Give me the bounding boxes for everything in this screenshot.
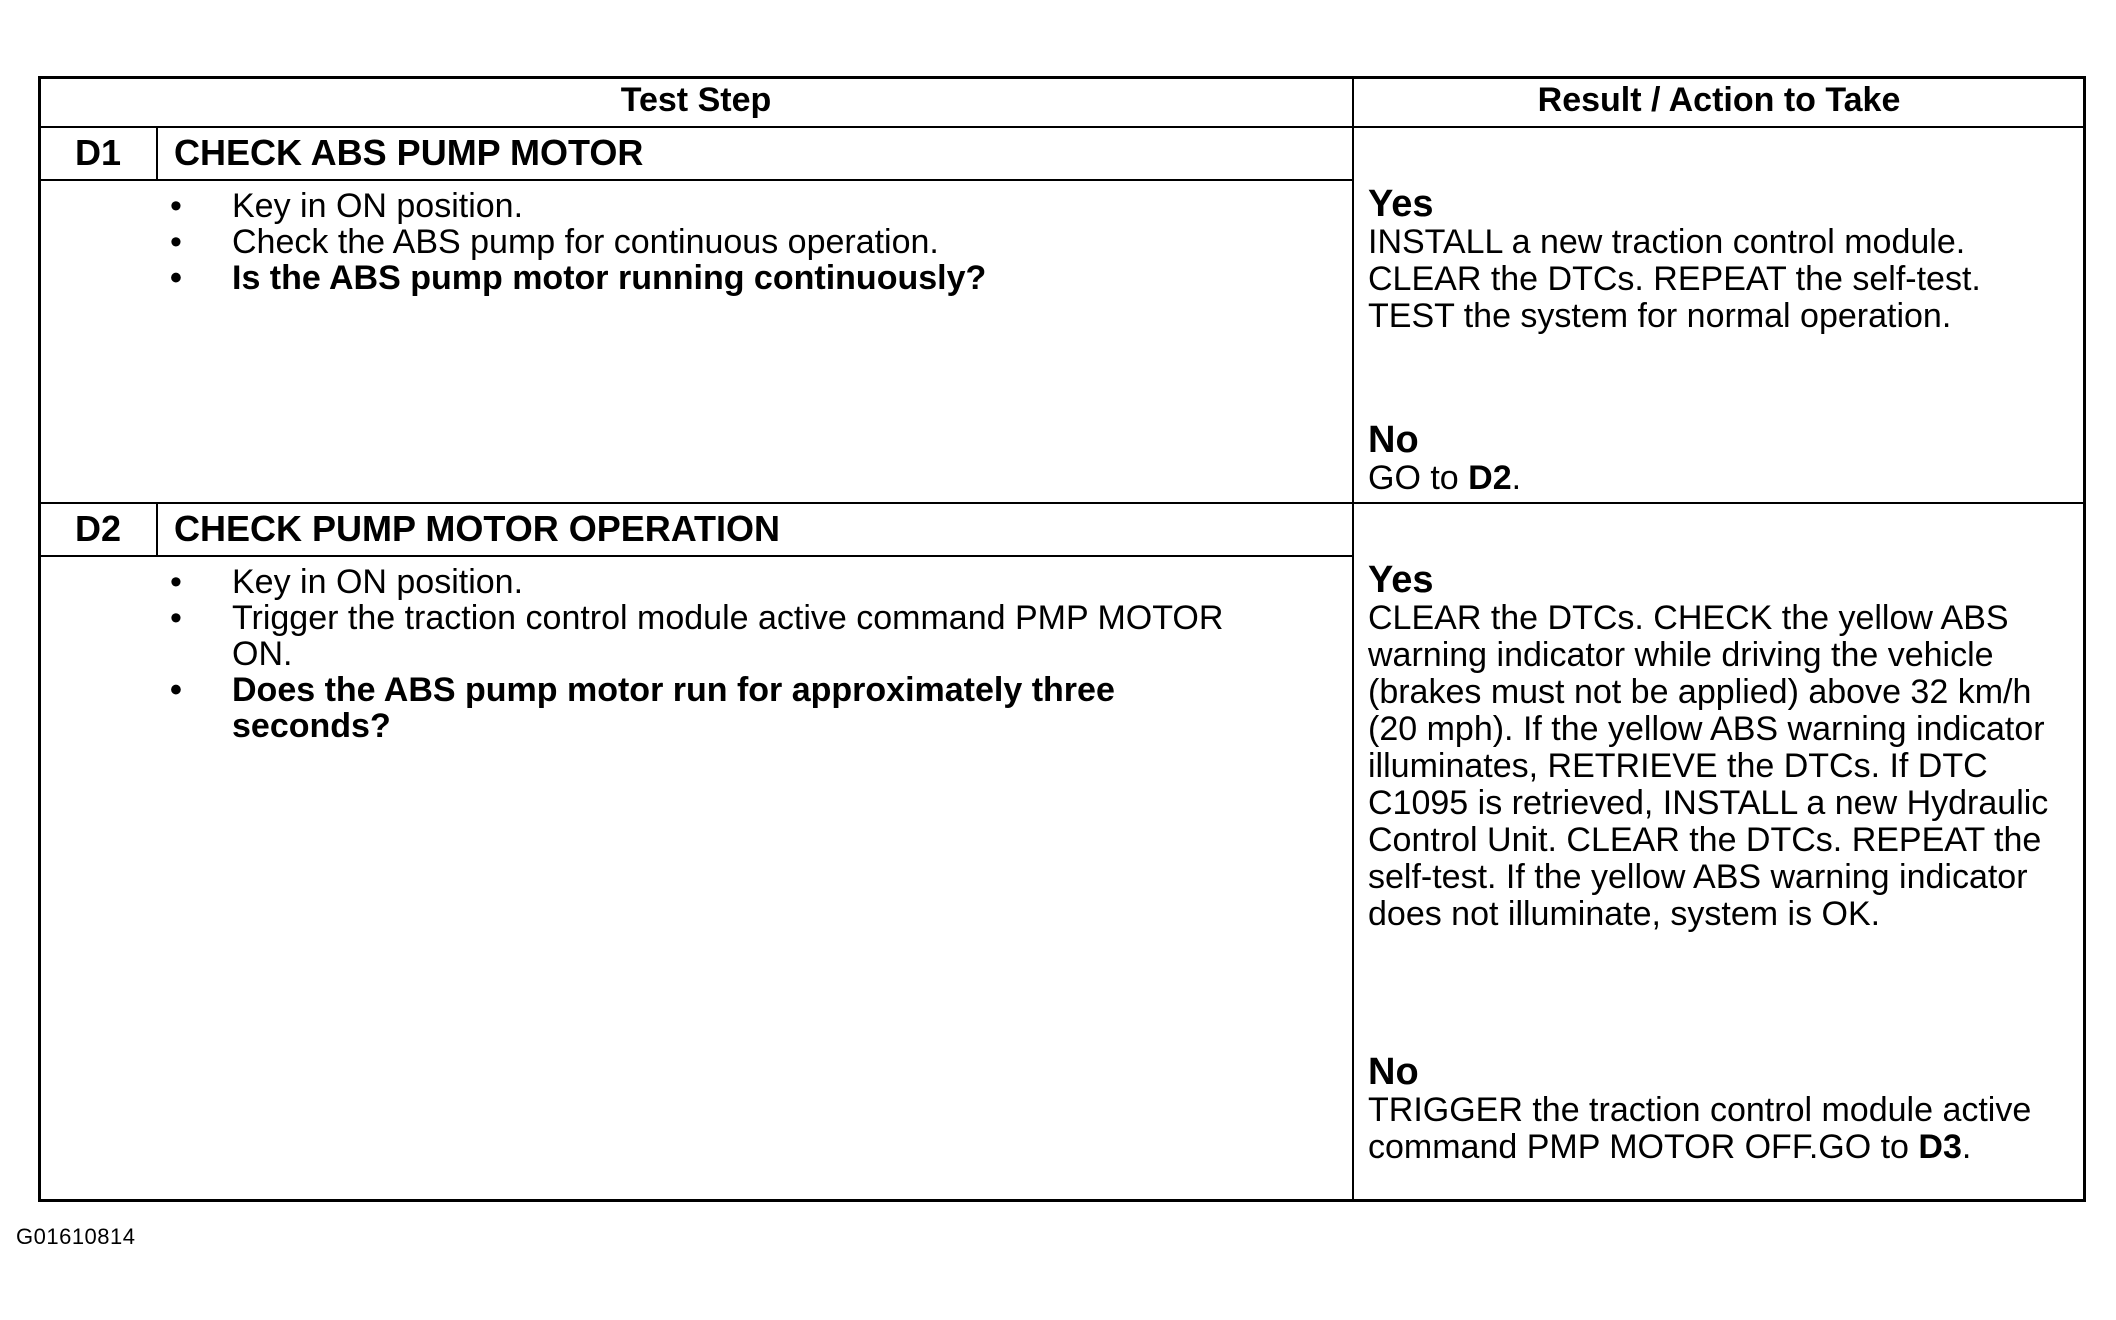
bullet-icon: • bbox=[170, 223, 182, 261]
step-d2-yes-block bbox=[1368, 560, 2074, 933]
step-title-underline-d1 bbox=[38, 179, 1352, 181]
bullet-icon: • bbox=[170, 671, 182, 709]
step-title-d2: CHECK PUMP MOTOR OPERATION bbox=[174, 508, 781, 549]
step-d1-no-ref: D2 bbox=[1468, 459, 1512, 497]
step-d1-bullet-2: Check the ABS pump for continuous operation. bbox=[232, 223, 939, 261]
step-title-underline-d2 bbox=[38, 555, 1352, 557]
step-id-divider-d2 bbox=[156, 502, 158, 556]
list-item bbox=[170, 564, 1250, 600]
step-d1-no-text bbox=[1368, 460, 2068, 497]
step-d1-no-prefix: GO to bbox=[1368, 459, 1469, 497]
column-divider bbox=[1352, 76, 1354, 1202]
step-d2-yes-label: Yes bbox=[1368, 559, 1434, 601]
step-d2-bullet-2: Trigger the traction control module active command PMP MOTOR ON. bbox=[232, 599, 1224, 673]
step-d1-no-label: No bbox=[1368, 419, 1419, 461]
list-item bbox=[170, 188, 1330, 224]
step-d2-no-block bbox=[1368, 1052, 2074, 1166]
figure-id: G01610814 bbox=[16, 1224, 136, 1249]
step-d2-question: Does the ABS pump motor run for approximately three seconds? bbox=[232, 671, 1115, 745]
step-id-d1: D1 bbox=[74, 132, 122, 173]
bullet-icon: • bbox=[170, 563, 182, 601]
step-d2-bullet-1: Key in ON position. bbox=[232, 563, 524, 601]
bullet-icon: • bbox=[170, 187, 182, 225]
list-item bbox=[170, 224, 1330, 260]
step-d1-bullet-1: Key in ON position. bbox=[232, 187, 524, 225]
step-d1-yes-label: Yes bbox=[1368, 183, 1434, 225]
bullet-icon: • bbox=[170, 259, 182, 297]
step-d1-no-suffix: . bbox=[1511, 459, 1522, 497]
list-item bbox=[170, 672, 1250, 744]
step-d2-no-prefix: TRIGGER the traction control module active command PMP MOTOR OFF.GO to bbox=[1368, 1091, 2032, 1166]
step-d2-no-label: No bbox=[1368, 1051, 1419, 1093]
step-d1-no-block bbox=[1368, 420, 2068, 497]
step-d1-yes-block bbox=[1368, 184, 2068, 335]
step-id-d2: D2 bbox=[74, 508, 122, 549]
step-id-divider-d1 bbox=[156, 126, 158, 180]
header-test-step: Test Step bbox=[620, 81, 772, 119]
step-d1-yes-text: INSTALL a new traction control module. CLEAR the DTCs. REPEAT the self-test. TEST the system for normal operation. bbox=[1368, 223, 1981, 335]
step-d1-question: Is the ABS pump motor running continuously? bbox=[232, 259, 987, 297]
step-d2-yes-text: CLEAR the DTCs. CHECK the yellow ABS warning indicator while driving the vehicle (brakes must not be applied) above 32 km/h (20 mph). If the yellow ABS warning indicator illuminates, RETRIEVE the DTCs. If DTC C1095 is retrieved, INSTALL a new Hydraulic Control Unit. CLEAR the DTCs. REPEAT the self-test. If the yellow ABS warning indicator does not illuminate, system is OK. bbox=[1368, 599, 2049, 933]
bullet-icon: • bbox=[170, 599, 182, 637]
list-item bbox=[170, 600, 1250, 672]
list-item bbox=[170, 260, 1330, 296]
step-title-d1: CHECK ABS PUMP MOTOR bbox=[174, 132, 644, 173]
step-d1-bullet-list bbox=[170, 188, 1330, 296]
step-d2-no-suffix: . bbox=[1961, 1128, 1972, 1166]
step-d2-no-text bbox=[1368, 1092, 2074, 1166]
step-d2-bullet-list bbox=[170, 564, 1250, 744]
header-result-action: Result / Action to Take bbox=[1537, 81, 1901, 119]
step-d2-no-ref: D3 bbox=[1918, 1128, 1962, 1166]
